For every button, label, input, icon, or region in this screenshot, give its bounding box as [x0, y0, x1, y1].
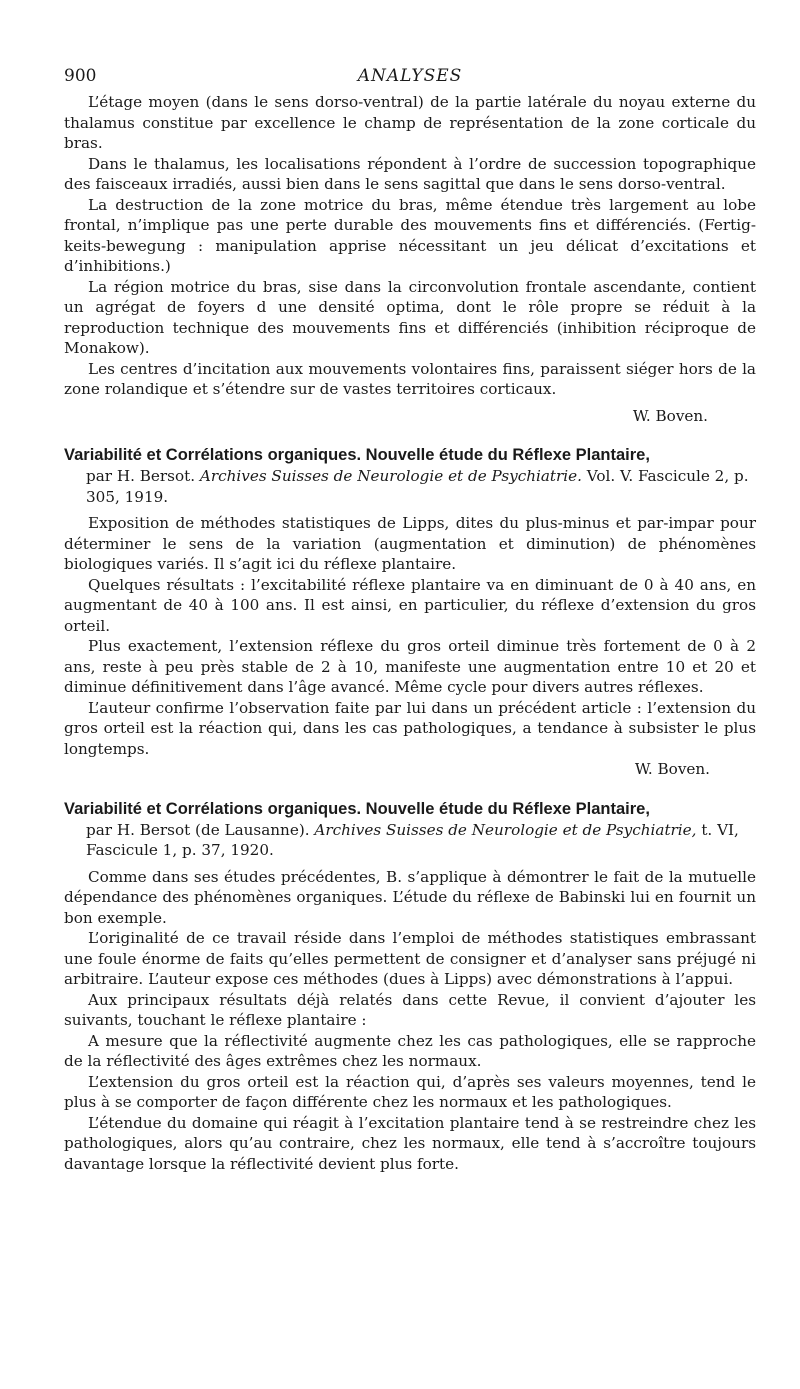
- review-continuation: [64, 92, 756, 426]
- paragraph: La région motrice du bras, sise dans la circonvolution frontale ascendante, contient un agrégat de foyers d une densité optima, dont le rôle propre se réduit à la reproduction technique des mouvements fins et différenciés (inhibition réciproque de Monakow).: [64, 277, 756, 357]
- paragraph: Exposition de méthodes statistiques de Lipps, dites du plus-minus et par-impar pour déterminer le sens de la variation (augmentation et diminution) de phénomènes biologiques variés. Il s’agit ici du réflexe plantaire.: [64, 514, 756, 573]
- citation-author: par H. Bersot (de Lausanne).: [86, 820, 310, 839]
- page-header: [64, 66, 756, 92]
- citation-journal: Archives Suisses de Neurologie et de Psychiatrie,: [314, 820, 697, 839]
- paragraph: La destruction de la zone motrice du bras, même étendue très largement au lobe frontal, n’implique pas une perte durable des mouvements fins et différenciés. (Fertig-keits-bewegung : manipulation apprise nécessitant un jeu délicat d’excitations et d’inhibitions.): [64, 195, 756, 275]
- paragraph: L’auteur confirme l’observation faite par lui dans un précédent article : l’extension du gros orteil est la réaction qui, dans les cas pathologiques, a tendance à subsister le plus longtemps.: [64, 698, 756, 758]
- paragraph: L’étage moyen (dans le sens dorso-ventral) de la partie latérale du noyau externe du thalamus constitue par excellence le champ de représentation de la zone corticale du bras.: [64, 93, 756, 152]
- running-head: ANALYSES: [357, 66, 463, 86]
- review-bersot-1919: [64, 444, 756, 780]
- citation: [64, 820, 756, 861]
- paragraph: L’originalité de ce travail réside dans l’emploi de méthodes statistiques embrassant une foule énorme de faits qu’elles permettent de consigner et d’analyser sans préjugé ni arbitraire. L’auteur expose ces méthodes (dues à Lipps) avec démonstrations à l’appui.: [64, 929, 756, 988]
- citation-journal: Archives Suisses de Neurologie et de Psychiatrie.: [199, 467, 582, 485]
- paragraph: Dans le thalamus, les localisations répondent à l’ordre de succession topographique des faisceaux irradiés, aussi bien dans le sens sagittal que dans le sens dorso-ventral.: [64, 154, 756, 193]
- article-title: Variabilité et Corrélations organiques. Nouvelle étude du Réflexe Plantaire,: [64, 446, 650, 464]
- page-number: 900: [64, 66, 97, 86]
- citation-details: Vol. V. Fascicule 2, p. 305, 1919.: [86, 467, 749, 506]
- citation-author: par H. Bersot.: [86, 467, 196, 485]
- signature: W. Boven.: [634, 760, 710, 778]
- paragraph: Comme dans ses études précédentes, B. s’applique à démontrer le fait de la mutuelle dépendance des phénomènes organiques. L’étude du réflexe de Babinski lui en fournit un bon exemple.: [64, 867, 756, 927]
- paragraph: Aux principaux résultats déjà relatés dans cette Revue, il convient d’ajouter les suivants, touchant le réflexe plantaire :: [64, 990, 756, 1029]
- paragraph: A mesure que la réflectivité augmente chez les cas pathologiques, elle se rapproche de la réflectivité des âges extrêmes chez les normaux.: [64, 1031, 756, 1070]
- paragraph: Plus exactement, l’extension réflexe du gros orteil diminue très fortement de 0 à 2 ans, reste à peu près stable de 2 à 10, manifeste une augmentation entre 10 et 20 et diminue définitivement dans l’âge avancé. Même cycle pour divers autres réflexes.: [64, 637, 756, 696]
- citation-details: t. VI, Fascicule 1, p. 37, 1920.: [86, 820, 739, 859]
- article-title: Variabilité et Corrélations organiques. Nouvelle étude du Réflexe Plantaire,: [64, 799, 650, 818]
- paragraph: Quelques résultats : l’excitabilité réflexe plantaire va en diminuant de 0 à 40 ans, en augmentant de 40 à 100 ans. Il est ainsi, en particulier, du réflexe d’extension du gros orteil.: [64, 575, 756, 635]
- paragraph: Les centres d’incitation aux mouvements volontaires fins, paraissent siéger hors de la zone rolandique et s’étendre sur de vastes territoires corticaux.: [64, 359, 756, 398]
- citation: [64, 466, 756, 507]
- paragraph: L’extension du gros orteil est la réaction qui, d’après ses valeurs moyennes, tend le plus à se comporter de façon différente chez les normaux et les pathologiques.: [64, 1072, 756, 1111]
- review-bersot-1920: [64, 798, 756, 1175]
- signature: W. Boven.: [632, 406, 708, 425]
- paragraph: L’étendue du domaine qui réagit à l’excitation plantaire tend à se restreindre chez les pathologiques, alors qu’au contraire, chez les normaux, elle tend à s’accroître toujours davantage lorsque la réflectivité devient plus forte.: [64, 1113, 756, 1173]
- page: [64, 66, 756, 1174]
